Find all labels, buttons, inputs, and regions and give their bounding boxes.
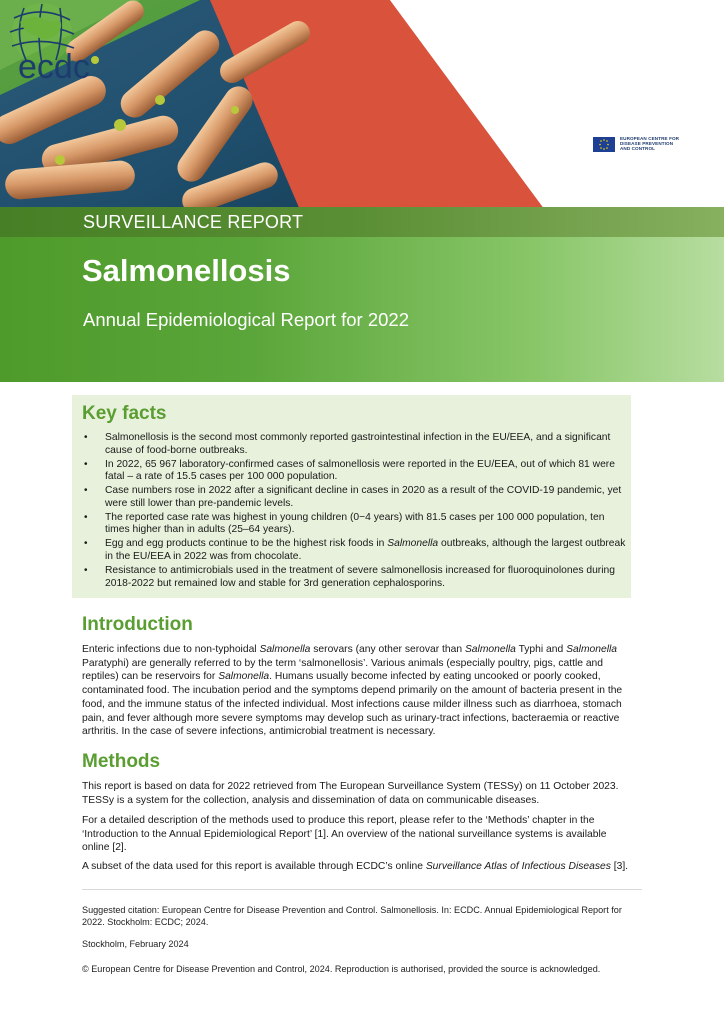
page-title: Salmonellosis — [82, 253, 291, 288]
list-item: • Resistance to antimicrobials used in the treatment of severe salmonellosis increased for fluoroquinolones during 2018-2022 but remained low and stable for 3rd generation cephalosporins. — [82, 565, 627, 590]
list-item: • Case numbers rose in 2022 after a significant decline in cases in 2020 as a result of the COVID-19 pandemic, yet were still lower than pre-pandemic levels. — [82, 485, 627, 510]
logo-wordmark: ecdc — [18, 48, 90, 86]
cover-image — [0, 0, 724, 210]
place-date: Stockholm, February 2024 — [82, 939, 189, 949]
methods-paragraph: For a detailed description of the methods used to produce this report, please refer to the ‘Methods’ chapter in the ‘Introduction to the Annual Epidemiological Report’ [1]. An overview of the national surveillance systems is available online [2]. — [82, 815, 607, 854]
methods-paragraph: A subset of the data used for this report is available through ECDC’s online Surveillance Atlas of Infectious Diseases [3]. — [82, 861, 629, 872]
key-facts-box — [72, 395, 631, 598]
methods-paragraph: This report is based on data for 2022 retrieved from The European Surveillance System (TESSy) on 11 October 2023. TESSy is a system for the collection, analysis and dissemination of data on communicable diseases. — [82, 781, 619, 806]
eu-flag-icon — [593, 137, 615, 152]
ecdc-org-name — [620, 136, 679, 152]
introduction-paragraph: Enteric infections due to non-typhoidal Salmonella serovars (any other serovar than Salmonella Typhi and Salmonella Paratyphi) are generally referred to by the term ‘salmonellosis’. Various animals (especially poultry, pigs, cattle and reptiles) can be reservoirs for Salmonella. Humans usually become infected by eating uncooked or poorly cooked, contaminated food. The incubation period and the symptoms depend primarily on the amount of bacteria present in the food, and the immune status of the infected individual. Most infections cause milder illness such as diarrhoea, stomach pain, and fever although more severe symptoms may develop such as urinary-tract infections, bacteraemia or reactive arthritis. In the case of severe infections, antimicrobial treatment is necessary. — [82, 644, 623, 738]
list-item: • Salmonellosis is the second most commonly reported gastrointestinal infection in the EU/EEA, and a significant cause of food-borne outbreaks. — [82, 432, 627, 457]
key-facts-list — [82, 432, 627, 592]
list-item: • The reported case rate was highest in young children (0−4 years) with 81.5 cases per 100 000 population, ten times higher than in adults (25–64 years). — [82, 512, 627, 537]
suggested-citation: Suggested citation: European Centre for Disease Prevention and Control. Salmonellosis. In: ECDC. Annual Epidemiological Report for 2022. Stockholm: ECDC; 2024. — [82, 905, 622, 928]
introduction-heading: Introduction — [82, 614, 193, 635]
copyright-notice: © European Centre for Disease Prevention and Control, 2024. Reproduction is authorised, provided the source is acknowledged. — [82, 964, 601, 974]
org-line: AND CONTROL — [620, 146, 656, 152]
org-line: DISEASE PREVENTION — [620, 141, 674, 147]
list-item: • In 2022, 65 967 laboratory-confirmed cases of salmonellosis were reported in the EU/EEA, out of which 81 were fatal – a rate of 15.5 cases per 100 000 population. — [82, 459, 627, 484]
report-type: SURVEILLANCE REPORT — [83, 212, 304, 232]
list-item: • Egg and egg products continue to be the highest risk foods in Salmonella outbreaks, although the largest outbreak in the EU/EEA in 2022 was from chocolate. — [82, 538, 627, 563]
divider — [82, 889, 642, 890]
methods-heading: Methods — [82, 751, 161, 772]
key-facts-heading: Key facts — [82, 403, 167, 424]
ecdc-logo — [0, 0, 125, 105]
page-subtitle: Annual Epidemiological Report for 2022 — [83, 309, 410, 330]
org-line: EUROPEAN CENTRE FOR — [620, 136, 680, 141]
